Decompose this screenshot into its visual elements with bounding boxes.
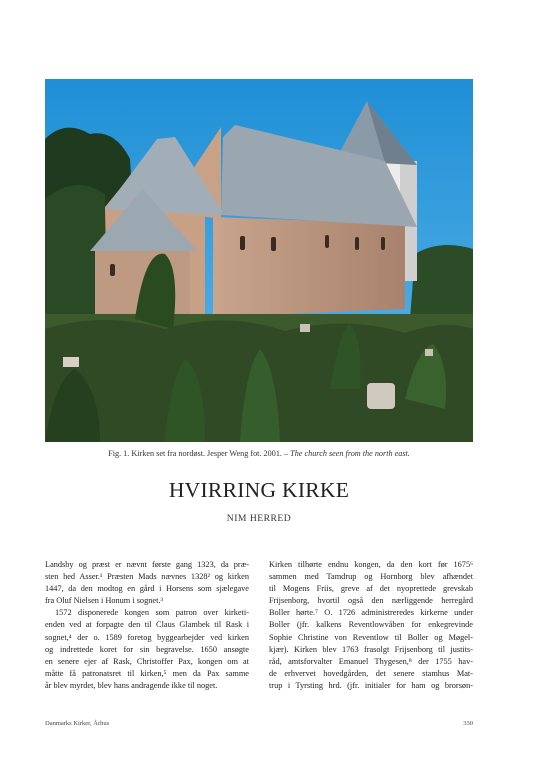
text-line: Kirken tilhørte endnu kongen, da den kort før 1675⁶ bbox=[269, 560, 473, 569]
text-line: sten hed Asser.¹ Præsten Mads nævnes 1328² og kirken bbox=[45, 572, 249, 582]
text-line: måtte få patronatsret til kirken,⁵ men da Pax samme bbox=[45, 668, 249, 678]
footer-publication: Danmarks Kirker, Århus bbox=[45, 720, 110, 727]
text-column-right bbox=[269, 559, 473, 692]
text-line: 1447, da den modtog en gård i Horsens som sjælegave bbox=[45, 584, 249, 594]
page-title: HVIRRING KIRKE bbox=[168, 478, 350, 502]
text-line: og indrettede koret for sin begravelse. 1650 ansøgte bbox=[45, 644, 249, 654]
text-line: kjær). Kirken blev 1763 frasolgt Frijsenborg til justits- bbox=[269, 644, 473, 654]
text-line: de erhvervet hovedgården, det senere stamhus Mat- bbox=[269, 668, 473, 678]
text-line: en senere ejer af Rask, Christoffer Pax, kongen om at bbox=[45, 656, 249, 666]
page-number: 330 bbox=[463, 720, 473, 727]
text-line: Boller hørte.⁷ O. 1726 administreredes kirkerne under bbox=[269, 608, 473, 618]
text-line: til Mogens Friis, greve af det nyoprettede grevskab bbox=[269, 584, 473, 594]
text-line: råd, amtsforvalter Emanuel Thygesen,⁸ der 1755 hav- bbox=[269, 656, 473, 666]
text-line: trup i Tyrsting hrd. (jfr. initialer for ham og brorsøn- bbox=[269, 680, 473, 690]
text-line: Boller (jfr. kalkens Reventlowvåben for enkegrevinde bbox=[269, 620, 473, 630]
text-line: 1572 disponerede kongen som patron over kirketi- bbox=[55, 608, 249, 618]
page-subtitle: NIM HERRED bbox=[226, 513, 292, 524]
church-photo bbox=[45, 79, 473, 442]
text-line: enden ved at forpagte den til Claus Glambek til Rask i bbox=[45, 620, 249, 630]
text-column-left bbox=[45, 559, 249, 692]
text-line: sammen med Tamdrup og Hornborg blev afhændet bbox=[269, 572, 473, 582]
church-photo-illustration bbox=[45, 79, 473, 442]
text-line: fra Oluf Nielsen i Honum i sognet.³ bbox=[45, 596, 163, 606]
text-line: sognet,⁴ der o. 1589 foretog byggearbejder ved kirken bbox=[45, 632, 249, 642]
text-line: år blev myrdet, blev hans andragende ikke til noget. bbox=[45, 680, 218, 690]
caption-english: The church seen from the north east. bbox=[290, 449, 410, 458]
text-line: Sophie Christine von Reventlow til Boller og Møgel- bbox=[269, 632, 473, 642]
caption-danish: Fig. 1. Kirken set fra nordøst. Jesper Weng fot. 2001. – bbox=[108, 449, 291, 458]
figure-caption bbox=[45, 449, 473, 458]
text-line: Frijsenborg, hvortil også den nærliggende herregård bbox=[269, 596, 473, 606]
text-line: Landsby og præst er nævnt første gang 1323, da præ- bbox=[45, 560, 249, 569]
